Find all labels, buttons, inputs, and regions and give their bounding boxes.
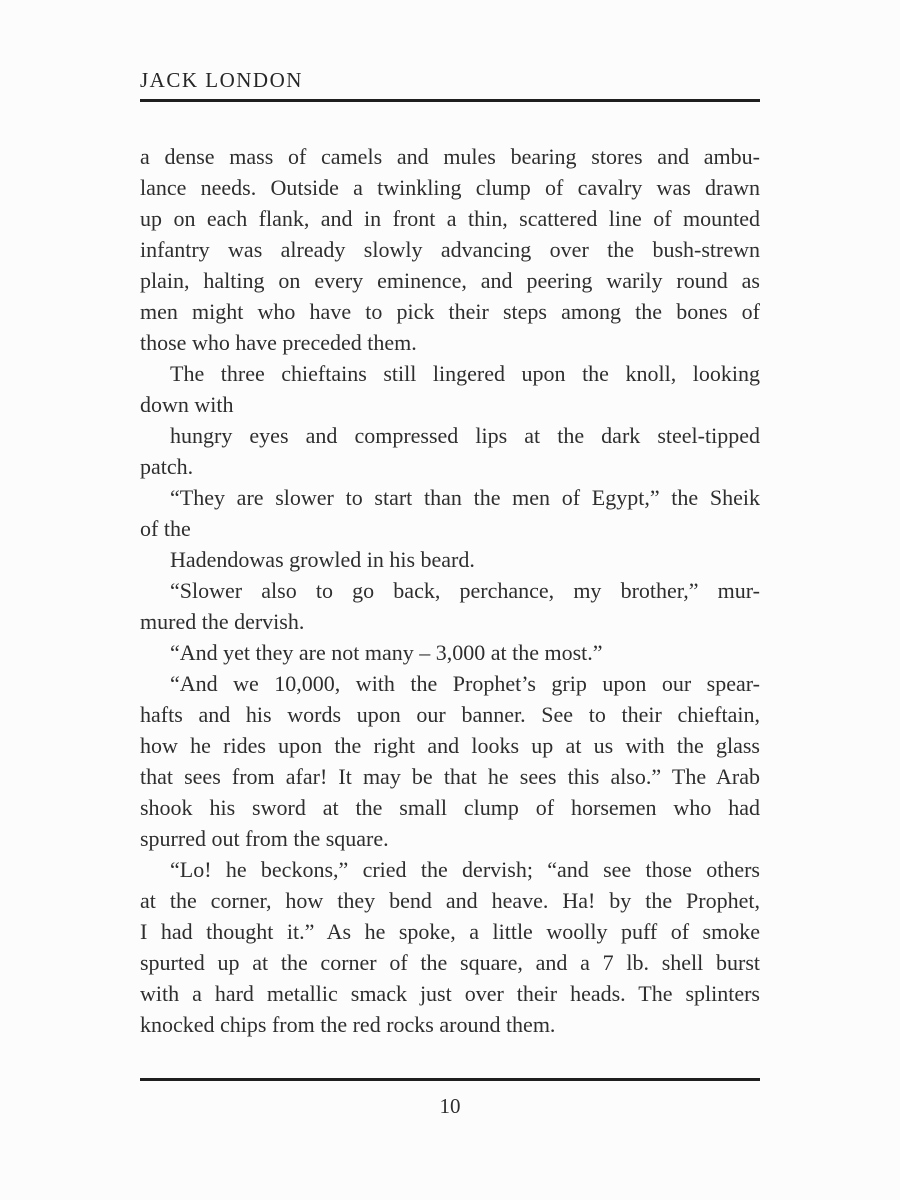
text-line: down with [140,392,234,417]
text-line: up on each flank, and in front a thin, scattered line of mounted [140,206,760,231]
text-line: “And yet they are not many – 3,000 at the most.” [170,640,603,665]
text-line: shook his sword at the small clump of horsemen who had [140,795,760,820]
paragraph [140,420,760,482]
text-line: “Slower also to go back, perchance, my brother,” mur- [170,578,760,603]
text-line: patch. [140,454,194,479]
text-line: men might who have to pick their steps among the bones of [140,299,760,324]
text-line: “And we 10,000, with the Prophet’s grip upon our spear- [170,671,760,696]
paragraph [140,141,760,358]
text-line: “Lo! he beckons,” cried the dervish; “and see those others [170,857,760,882]
text-line: spurred out from the square. [140,826,389,851]
text-line: knocked chips from the red rocks around them. [140,1012,556,1037]
paragraph [140,358,760,420]
header-author-title: JACK LONDON [140,68,303,92]
text-line: at the corner, how they bend and heave. Ha! by the Prophet, [140,888,760,913]
text-line: infantry was already slowly advancing over the bush-strewn [140,237,760,262]
text-line: I had thought it.” As he spoke, a little woolly puff of smoke [140,919,760,944]
text-line: hungry eyes and compressed lips at the dark steel-tipped [170,423,760,448]
text-line: “They are slower to start than the men of Egypt,” the Sheik [170,485,760,510]
footer-rule [140,1078,760,1081]
text-line: of the [140,516,191,541]
text-line: The three chieftains still lingered upon the knoll, looking [170,361,760,386]
text-line: Hadendowas growled in his beard. [170,547,475,572]
paragraph [140,668,760,854]
body-text [140,141,760,1040]
text-line: with a hard metallic smack just over their heads. The splinters [140,981,760,1006]
header-rule [140,99,760,102]
text-line: how he rides upon the right and looks up at us with the glass [140,733,760,758]
text-line: lance needs. Outside a twinkling clump of cavalry was drawn [140,175,760,200]
running-header [140,68,760,102]
page-footer [140,1078,760,1119]
paragraph [140,544,760,575]
text-line: those who have preceded them. [140,330,417,355]
text-line: spurted up at the corner of the square, and a 7 lb. shell burst [140,950,760,975]
paragraph [140,637,760,668]
text-line: plain, halting on every eminence, and peering warily round as [140,268,760,293]
paragraph [140,854,760,1040]
page-number: 10 [439,1094,461,1118]
text-line: a dense mass of camels and mules bearing stores and ambu- [140,144,760,169]
text-line: that sees from afar! It may be that he sees this also.” The Arab [140,764,760,789]
text-line: hafts and his words upon our banner. See to their chieftain, [140,702,760,727]
paragraph [140,575,760,637]
text-line: mured the dervish. [140,609,305,634]
paragraph [140,482,760,544]
